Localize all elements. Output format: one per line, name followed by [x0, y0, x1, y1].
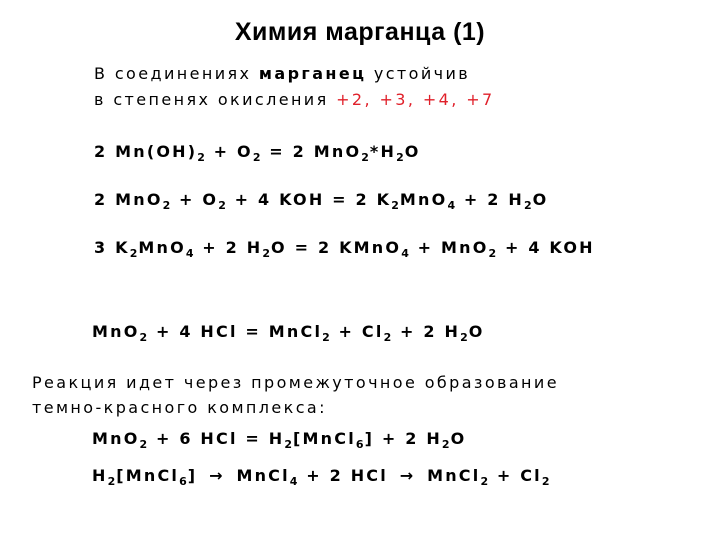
eq-subscript: 2 [441, 438, 451, 451]
eq-subscript: 2 [480, 475, 490, 488]
eq-part: *H [369, 142, 397, 161]
eq-subscript: 4 [289, 475, 299, 488]
eq-part: + Cl [489, 466, 542, 485]
oxidation-states: +2, +3, +4, +7 [336, 90, 495, 109]
eq-part: + O [171, 190, 219, 209]
intro-line-2-prefix: в степенях окисления [94, 90, 337, 109]
eq-subscript: 2 [322, 331, 331, 344]
eq-subscript: 2 [218, 199, 227, 212]
equation-6 [92, 466, 551, 488]
equation-3 [94, 238, 595, 260]
eq-part: = 2 MnO [261, 142, 362, 161]
eq-subscript: 2 [197, 151, 206, 164]
eq-part: + 2 HCl [298, 466, 388, 485]
eq-subscript: 2 [396, 151, 405, 164]
reaction-note-line-1: Реакция идет через промежуточное образование [32, 373, 559, 392]
eq-subscript: 4 [447, 199, 457, 212]
eq-part: 2 MnO [94, 190, 163, 209]
eq-part: O [532, 190, 549, 209]
eq-subscript: 2 [541, 475, 551, 488]
eq-part: ] + 2 H [364, 429, 442, 448]
eq-subscript: 2 [162, 199, 172, 212]
equation-5 [92, 429, 467, 451]
intro-line-1 [94, 64, 470, 83]
eq-subscript: 2 [460, 331, 469, 344]
eq-part: O = 2 KMnO [271, 238, 402, 257]
eq-subscript: 2 [139, 438, 149, 451]
eq-subscript: 2 [383, 331, 393, 344]
eq-part: MnCl [236, 466, 290, 485]
eq-part: + 4 HCl = MnCl [148, 322, 323, 341]
eq-part: O [468, 322, 485, 341]
eq-subscript: 6 [179, 475, 188, 488]
eq-part: MnO [92, 429, 140, 448]
eq-part: + 2 H [456, 190, 524, 209]
eq-subscript: 2 [107, 475, 117, 488]
intro-manganese-word: марганец [258, 64, 367, 83]
eq-subscript: 6 [355, 438, 365, 451]
eq-part: [MnCl [293, 429, 356, 448]
eq-subscript: 4 [401, 247, 410, 260]
reaction-note-line-2: темно-красного комплекса: [32, 398, 327, 417]
eq-subscript: 2 [129, 247, 139, 260]
eq-part: MnO [399, 190, 448, 209]
eq-part: H [92, 466, 108, 485]
eq-subscript: 2 [262, 247, 272, 260]
equation-2 [94, 190, 549, 212]
eq-subscript: 2 [488, 247, 498, 260]
eq-subscript: 2 [391, 199, 400, 212]
eq-subscript: 4 [185, 247, 195, 260]
eq-part: + 4 KOH [497, 238, 595, 257]
eq-part: 3 K [94, 238, 130, 257]
intro-line-2 [94, 90, 495, 109]
eq-part: MnCl [427, 466, 481, 485]
eq-part: + MnO [409, 238, 489, 257]
equation-4 [92, 322, 485, 344]
eq-part: + Cl [330, 322, 384, 341]
right-arrow-icon: → [209, 466, 225, 485]
eq-part: O [450, 429, 467, 448]
eq-part: MnO [92, 322, 140, 341]
eq-part: + 6 HCl = H [148, 429, 285, 448]
eq-subscript: 2 [523, 199, 533, 212]
eq-part: O [404, 142, 421, 161]
eq-subscript: 2 [284, 438, 294, 451]
eq-part: MnO [138, 238, 186, 257]
eq-subscript: 2 [361, 151, 370, 164]
intro-line-1-prefix: В соединениях [94, 64, 259, 83]
eq-subscript: 2 [139, 331, 149, 344]
eq-part: + 2 H [392, 322, 461, 341]
intro-line-1-suffix: устойчив [366, 64, 471, 83]
eq-part: [MnCl [116, 466, 180, 485]
eq-subscript: 2 [252, 151, 262, 164]
eq-part: + O [205, 142, 253, 161]
eq-part: + 2 H [194, 238, 263, 257]
slide-title: Химия марганца (1) [234, 18, 486, 46]
eq-part: + 4 KOH = 2 K [226, 190, 392, 209]
eq-part: ] [187, 466, 198, 485]
right-arrow-icon: → [399, 466, 416, 485]
eq-part: 2 Mn(OH) [94, 142, 198, 161]
equation-1 [94, 142, 421, 164]
